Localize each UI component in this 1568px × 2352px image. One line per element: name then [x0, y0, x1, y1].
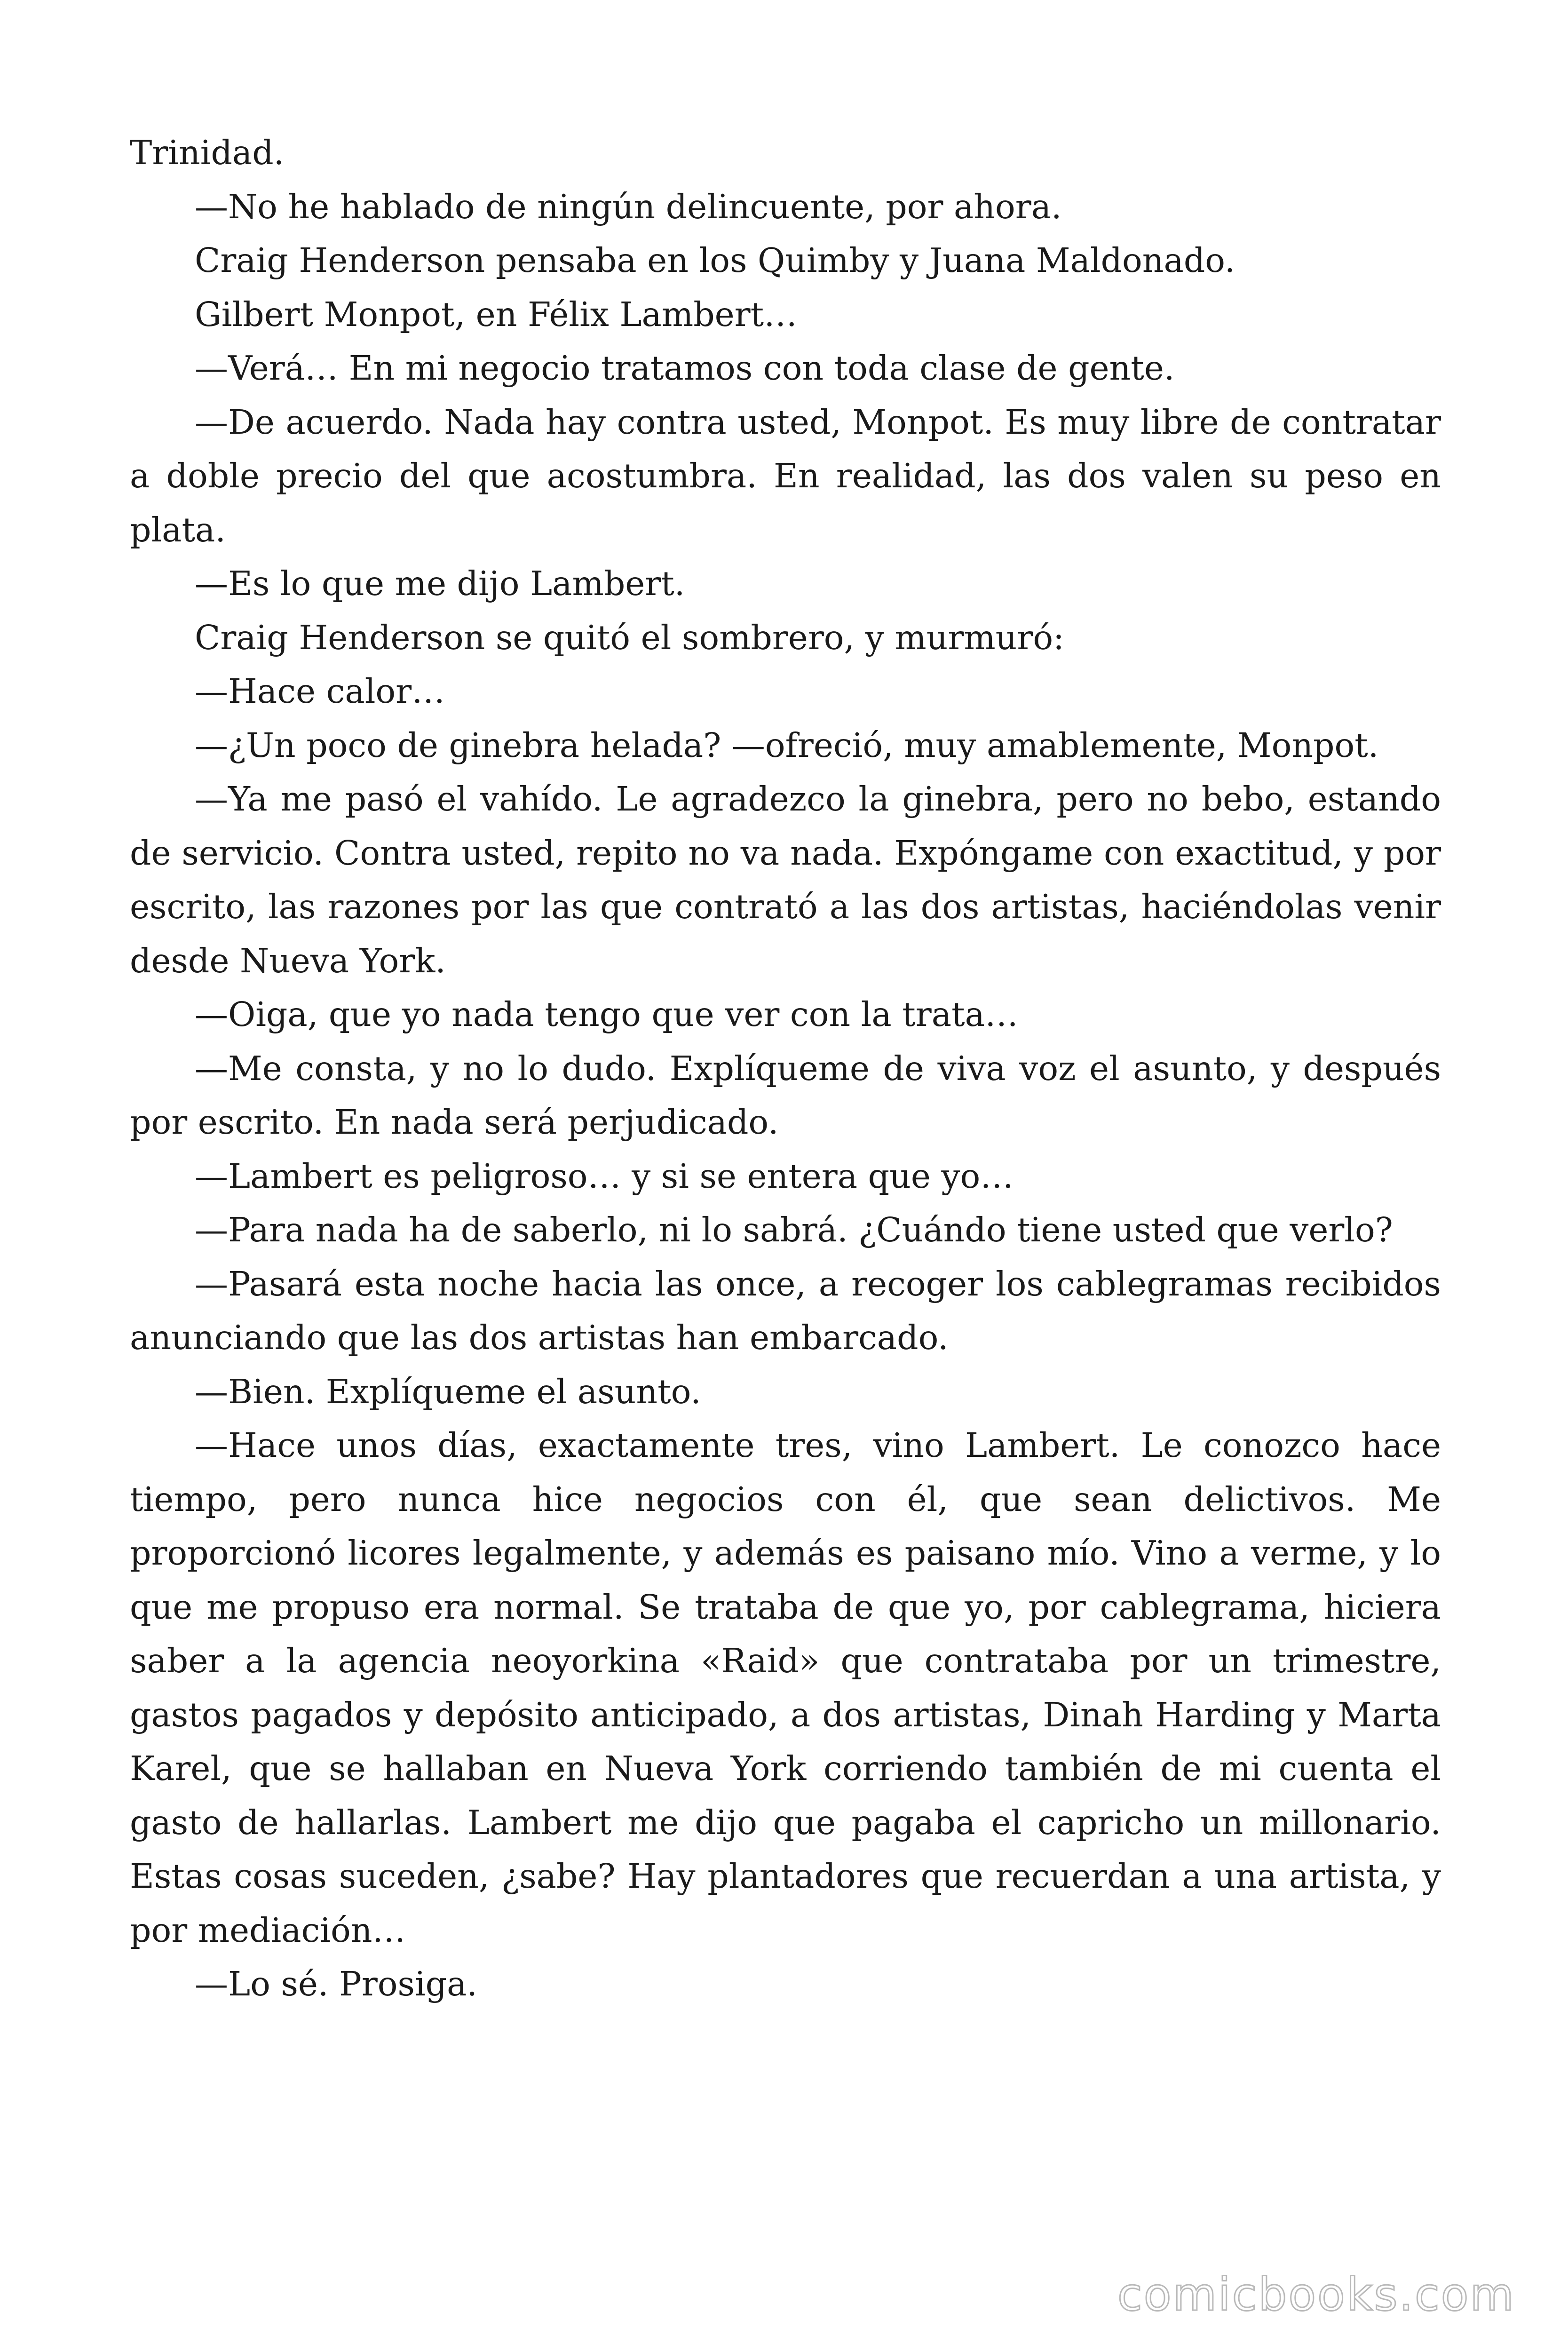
paragraph: Craig Henderson se quitó el sombrero, y murmuró:	[195, 618, 1064, 657]
paragraph: —Para nada ha de saberlo, ni lo sabrá. ¿Cuándo tiene usted que verlo?	[195, 1210, 1393, 1249]
paragraph: Craig Henderson pensaba en los Quimby y Juana Maldonado.	[195, 241, 1235, 280]
paragraph: —Hace calor…	[195, 672, 445, 711]
paragraph: Gilbert Monpot, en Félix Lambert…	[195, 294, 798, 334]
paragraph: —Es lo que me dijo Lambert.	[195, 564, 685, 603]
paragraph: —Lo sé. Prosiga.	[195, 1964, 478, 2003]
paragraph: —Me consta, y no lo dudo. Explíqueme de viva voz el asunto, y después por escrito. En nada será perjudicado.	[130, 1049, 1441, 1142]
page-text	[130, 126, 1441, 2011]
paragraph: —Lambert es peligroso… y si se entera que yo…	[195, 1156, 1014, 1196]
paragraph: —¿Un poco de ginebra helada? —ofreció, muy amablemente, Monpot.	[195, 725, 1379, 765]
watermark: comicbooks.com	[1117, 2268, 1515, 2321]
paragraph: —Oiga, que yo nada tengo que ver con la trata…	[195, 995, 1018, 1034]
paragraph: Trinidad.	[130, 133, 285, 172]
paragraph: —Ya me pasó el vahído. Le agradezco la ginebra, pero no bebo, estando de servicio. Contra usted, repito no va nada. Expóngame con exactitud, y por escrito, las razones por las que contrató a las dos artistas, haciéndolas venir desde Nueva York.	[130, 779, 1441, 980]
paragraph: —Bien. Explíqueme el asunto.	[195, 1372, 701, 1411]
paragraph: —No he hablado de ningún delincuente, por ahora.	[195, 187, 1062, 226]
paragraph: —Pasará esta noche hacia las once, a recoger los cablegramas recibidos anunciando que las dos artistas han embarcado.	[130, 1264, 1441, 1357]
paragraph: —Hace unos días, exactamente tres, vino Lambert. Le conozco hace tiempo, pero nunca hice negocios con él, que sean delictivos. Me proporcionó licores legalmente, y además es paisano mío. Vino a verme, y lo que me propuso era normal. Se trataba de que yo, por cablegrama, hiciera saber a la agencia neoyorkina «Raid» que contrataba por un trimestre, gastos pagados y depósito anticipado, a dos artistas, Dinah Harding y Marta Karel, que se hallaban en Nueva York corriendo también de mi cuenta el gasto de hallarlas. Lambert me dijo que pagaba el capricho un millonario. Estas cosas suceden, ¿sabe? Hay plantadores que recuerdan a una artista, y por mediación…	[130, 1426, 1441, 1950]
paragraph: —De acuerdo. Nada hay contra usted, Monpot. Es muy libre de contratar a doble precio del que acostumbra. En realidad, las dos valen su peso en plata.	[130, 402, 1441, 549]
paragraph: —Verá… En mi negocio tratamos con toda clase de gente.	[195, 349, 1175, 388]
